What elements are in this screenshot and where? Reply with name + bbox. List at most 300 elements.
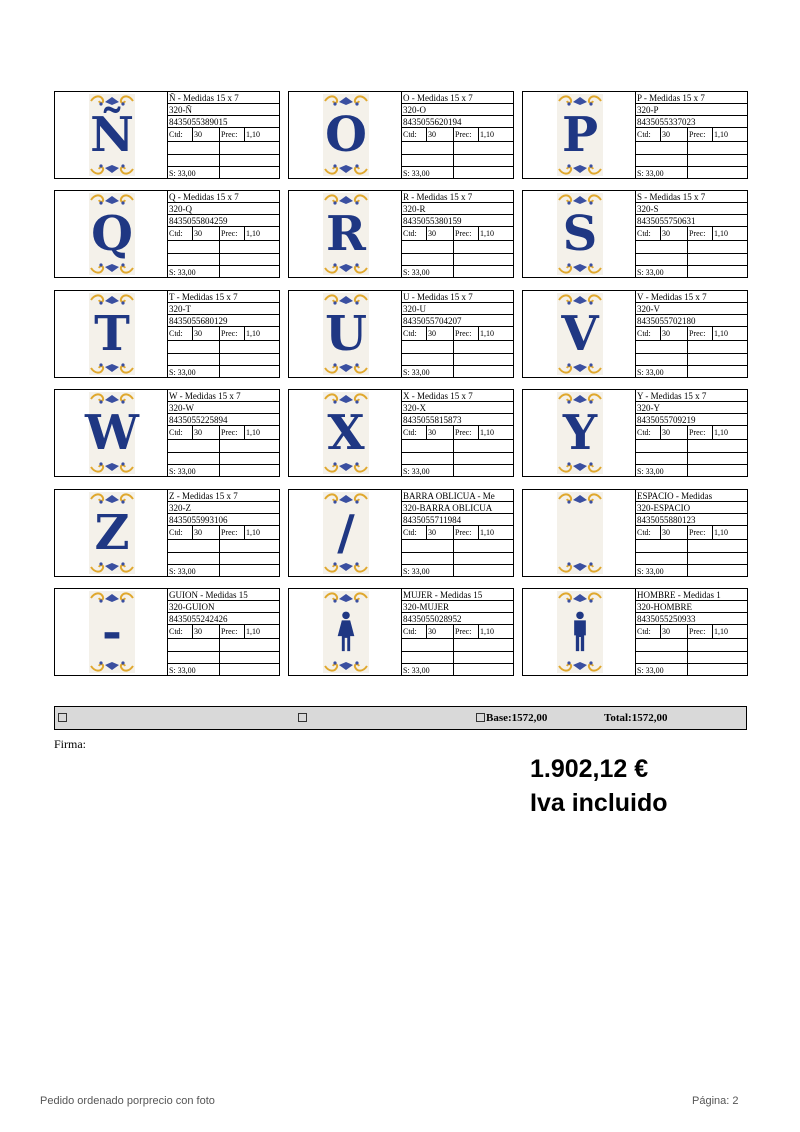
blank-cell bbox=[636, 341, 688, 353]
blank-cell bbox=[220, 266, 279, 277]
ceramic-tile bbox=[323, 392, 369, 474]
qty-label: Ctd: bbox=[402, 625, 427, 638]
qty-price-row bbox=[402, 128, 513, 142]
price-label: Prec: bbox=[688, 526, 713, 539]
blank-row bbox=[636, 254, 747, 266]
price-value: 1,10 bbox=[480, 428, 494, 437]
blank-cell bbox=[220, 366, 279, 377]
product-card bbox=[288, 190, 514, 278]
blank-cell bbox=[220, 341, 279, 353]
product-photo bbox=[289, 191, 402, 277]
ornament-icon bbox=[557, 363, 603, 375]
product-ean: 8435055704207 bbox=[402, 315, 513, 327]
blank-cell bbox=[454, 366, 513, 377]
blank-cell bbox=[220, 664, 279, 675]
product-ean: 8435055028952 bbox=[402, 613, 513, 625]
product-card bbox=[288, 290, 514, 378]
grand-total-net: Total:1572,00 bbox=[604, 712, 668, 724]
ceramic-tile bbox=[89, 492, 135, 574]
blank-cell bbox=[636, 453, 688, 464]
product-info bbox=[636, 390, 747, 476]
product-info bbox=[168, 589, 279, 675]
blank-cell bbox=[168, 241, 220, 253]
product-info bbox=[402, 291, 513, 377]
product-code: 320-Z bbox=[168, 502, 279, 514]
product-info bbox=[402, 191, 513, 277]
product-card bbox=[54, 588, 280, 676]
price-label: Prec: bbox=[220, 526, 245, 539]
product-ean: 8435055389015 bbox=[168, 116, 279, 128]
ceramic-tile bbox=[323, 492, 369, 574]
blank-cell bbox=[636, 155, 688, 166]
ceramic-tile bbox=[323, 293, 369, 375]
blank-cell bbox=[402, 540, 454, 552]
blank-row bbox=[168, 254, 279, 266]
price-value: 1,10 bbox=[480, 130, 494, 139]
subtotal-value: S: 33,00 bbox=[402, 366, 454, 377]
blank-row bbox=[168, 440, 279, 453]
ornament-icon bbox=[323, 462, 369, 474]
blank-cell bbox=[454, 254, 513, 265]
blank-cell bbox=[454, 465, 513, 476]
totals-bar bbox=[54, 706, 747, 730]
blank-row bbox=[168, 540, 279, 553]
product-description: ESPACIO - Medidas bbox=[636, 490, 747, 502]
blank-cell bbox=[688, 354, 747, 365]
blank-cell bbox=[688, 553, 747, 564]
blank-row bbox=[402, 652, 513, 664]
blank-cell bbox=[220, 465, 279, 476]
product-description: X - Medidas 15 x 7 bbox=[402, 390, 513, 402]
subtotal-value: S: 33,00 bbox=[402, 465, 454, 476]
qty-price-row bbox=[402, 327, 513, 341]
blank-cell bbox=[636, 652, 688, 663]
price-label: Prec: bbox=[220, 327, 245, 340]
blank-cell bbox=[454, 341, 513, 353]
blank-cell bbox=[402, 440, 454, 452]
blank-cell bbox=[402, 652, 454, 663]
blank-cell bbox=[220, 354, 279, 365]
product-photo bbox=[289, 490, 402, 576]
checkbox-icon bbox=[476, 713, 485, 722]
price-label: Prec: bbox=[688, 625, 713, 638]
blank-cell bbox=[636, 142, 688, 154]
product-ean: 8435055250933 bbox=[636, 613, 747, 625]
blank-cell bbox=[688, 241, 747, 253]
price-label: Prec: bbox=[220, 227, 245, 240]
product-description: BARRA OBLICUA - Me bbox=[402, 490, 513, 502]
subtotal-row bbox=[168, 366, 279, 377]
product-info bbox=[402, 490, 513, 576]
subtotal-row bbox=[636, 266, 747, 277]
blank-cell bbox=[454, 652, 513, 663]
blank-cell bbox=[220, 639, 279, 651]
blank-cell bbox=[688, 639, 747, 651]
blank-row bbox=[168, 341, 279, 354]
qty-value: 30 bbox=[193, 526, 220, 539]
ceramic-tile bbox=[89, 193, 135, 275]
blank-cell bbox=[688, 266, 747, 277]
blank-row bbox=[402, 453, 513, 465]
ceramic-tile bbox=[557, 94, 603, 176]
qty-value: 30 bbox=[661, 128, 688, 141]
product-photo bbox=[289, 291, 402, 377]
ceramic-tile bbox=[89, 94, 135, 176]
product-code: 320-X bbox=[402, 402, 513, 414]
qty-label: Ctd: bbox=[168, 227, 193, 240]
product-description: Y - Medidas 15 x 7 bbox=[636, 390, 747, 402]
product-photo bbox=[55, 490, 168, 576]
qty-value: 30 bbox=[427, 526, 454, 539]
blank-row bbox=[636, 440, 747, 453]
blank-cell bbox=[454, 664, 513, 675]
qty-value: 30 bbox=[661, 426, 688, 439]
qty-label: Ctd: bbox=[402, 227, 427, 240]
qty-value: 30 bbox=[661, 227, 688, 240]
product-ean: 8435055815873 bbox=[402, 414, 513, 426]
product-ean: 8435055880123 bbox=[636, 514, 747, 526]
blank-cell bbox=[454, 540, 513, 552]
ornament-icon bbox=[323, 661, 369, 673]
checkbox-icon bbox=[298, 713, 307, 722]
qty-price-row bbox=[636, 526, 747, 540]
qty-price-row bbox=[636, 227, 747, 241]
blank-cell bbox=[688, 142, 747, 154]
blank-cell bbox=[402, 553, 454, 564]
product-card bbox=[54, 489, 280, 577]
qty-value: 30 bbox=[193, 128, 220, 141]
blank-cell bbox=[454, 142, 513, 154]
product-code: 320-U bbox=[402, 303, 513, 315]
qty-price-row bbox=[402, 625, 513, 639]
product-ean: 8435055337023 bbox=[636, 116, 747, 128]
subtotal-row bbox=[402, 366, 513, 377]
qty-value: 30 bbox=[193, 227, 220, 240]
ornament-icon bbox=[557, 164, 603, 176]
price-value: 1,10 bbox=[714, 428, 728, 437]
tile-letter: - bbox=[102, 604, 122, 660]
price-value: 1,10 bbox=[246, 229, 260, 238]
page-number: Página: 2 bbox=[692, 1095, 739, 1107]
blank-cell bbox=[454, 266, 513, 277]
qty-label: Ctd: bbox=[636, 526, 661, 539]
product-info bbox=[402, 92, 513, 178]
qty-value: 30 bbox=[193, 426, 220, 439]
blank-cell bbox=[636, 440, 688, 452]
product-photo bbox=[55, 390, 168, 476]
price-value: 1,10 bbox=[480, 329, 494, 338]
blank-row bbox=[402, 354, 513, 366]
qty-label: Ctd: bbox=[636, 227, 661, 240]
blank-row bbox=[402, 341, 513, 354]
ornament-icon bbox=[323, 164, 369, 176]
qty-label: Ctd: bbox=[636, 625, 661, 638]
product-ean: 8435055380159 bbox=[402, 215, 513, 227]
ornament-icon bbox=[89, 661, 135, 673]
product-description: R - Medidas 15 x 7 bbox=[402, 191, 513, 203]
qty-label: Ctd: bbox=[168, 426, 193, 439]
qty-label: Ctd: bbox=[168, 128, 193, 141]
product-description: V - Medidas 15 x 7 bbox=[636, 291, 747, 303]
footer-title: Pedido ordenado porprecio con foto bbox=[40, 1095, 215, 1107]
subtotal-row bbox=[636, 465, 747, 476]
ornament-icon bbox=[557, 562, 603, 574]
price-label: Prec: bbox=[454, 526, 479, 539]
qty-value: 30 bbox=[661, 526, 688, 539]
tile-letter: Z bbox=[94, 505, 130, 561]
product-card bbox=[522, 290, 748, 378]
product-photo bbox=[55, 291, 168, 377]
product-code: 320-P bbox=[636, 104, 747, 116]
product-code: 320-Y bbox=[636, 402, 747, 414]
ornament-icon bbox=[89, 363, 135, 375]
product-card bbox=[288, 489, 514, 577]
product-card bbox=[288, 91, 514, 179]
blank-row bbox=[168, 453, 279, 465]
product-ean: 8435055804259 bbox=[168, 215, 279, 227]
ornament-icon bbox=[89, 164, 135, 176]
blank-cell bbox=[454, 167, 513, 178]
price-label: Prec: bbox=[688, 227, 713, 240]
price-label: Prec: bbox=[688, 426, 713, 439]
qty-value: 30 bbox=[193, 625, 220, 638]
blank-row bbox=[402, 254, 513, 266]
blank-cell bbox=[688, 440, 747, 452]
qty-label: Ctd: bbox=[168, 526, 193, 539]
product-card bbox=[522, 91, 748, 179]
blank-row bbox=[402, 639, 513, 652]
subtotal-row bbox=[168, 465, 279, 476]
blank-row bbox=[168, 142, 279, 155]
product-photo bbox=[55, 191, 168, 277]
ornament-icon bbox=[323, 263, 369, 275]
blank-cell bbox=[454, 241, 513, 253]
qty-price-row bbox=[168, 526, 279, 540]
price-value: 1,10 bbox=[714, 130, 728, 139]
blank-cell bbox=[688, 652, 747, 663]
blank-row bbox=[636, 142, 747, 155]
product-info bbox=[168, 291, 279, 377]
price-label: Prec: bbox=[454, 227, 479, 240]
product-card bbox=[522, 389, 748, 477]
product-photo bbox=[523, 92, 636, 178]
blank-cell bbox=[636, 354, 688, 365]
price-value: 1,10 bbox=[480, 229, 494, 238]
qty-price-row bbox=[168, 327, 279, 341]
blank-cell bbox=[636, 639, 688, 651]
tile-letter: S bbox=[562, 206, 598, 262]
subtotal-row bbox=[402, 565, 513, 576]
blank-cell bbox=[168, 652, 220, 663]
qty-price-row bbox=[636, 128, 747, 142]
product-card bbox=[522, 588, 748, 676]
subtotal-value: S: 33,00 bbox=[636, 167, 688, 178]
ceramic-tile bbox=[89, 293, 135, 375]
ceramic-tile bbox=[323, 591, 369, 673]
qty-price-row bbox=[168, 227, 279, 241]
ceramic-tile bbox=[323, 94, 369, 176]
blank-cell bbox=[220, 254, 279, 265]
blank-cell bbox=[454, 155, 513, 166]
ceramic-tile bbox=[557, 193, 603, 275]
blank-cell bbox=[168, 639, 220, 651]
ornament-icon bbox=[557, 263, 603, 275]
product-ean: 8435055993106 bbox=[168, 514, 279, 526]
blank-cell bbox=[220, 142, 279, 154]
subtotal-row bbox=[168, 167, 279, 178]
qty-price-row bbox=[636, 625, 747, 639]
qty-price-row bbox=[168, 625, 279, 639]
subtotal-value: S: 33,00 bbox=[168, 366, 220, 377]
product-description: W - Medidas 15 x 7 bbox=[168, 390, 279, 402]
product-photo bbox=[55, 589, 168, 675]
product-info bbox=[168, 390, 279, 476]
tile-letter: X bbox=[327, 405, 365, 461]
product-ean: 8435055620194 bbox=[402, 116, 513, 128]
subtotal-value: S: 33,00 bbox=[168, 167, 220, 178]
blank-cell bbox=[220, 540, 279, 552]
product-description: Z - Medidas 15 x 7 bbox=[168, 490, 279, 502]
subtotal-value: S: 33,00 bbox=[168, 465, 220, 476]
checkbox-icon bbox=[58, 713, 67, 722]
tile-letter: U bbox=[325, 306, 367, 362]
product-info bbox=[636, 589, 747, 675]
product-description: Ñ - Medidas 15 x 7 bbox=[168, 92, 279, 104]
blank-row bbox=[168, 241, 279, 254]
blank-cell bbox=[688, 366, 747, 377]
blank-cell bbox=[636, 254, 688, 265]
ornament-icon bbox=[557, 462, 603, 474]
qty-value: 30 bbox=[427, 227, 454, 240]
tile-letter: Q bbox=[91, 206, 133, 262]
subtotal-value: S: 33,00 bbox=[636, 366, 688, 377]
ornament-icon bbox=[89, 562, 135, 574]
product-code: 320-Ñ bbox=[168, 104, 279, 116]
price-value: 1,10 bbox=[480, 528, 494, 537]
blank-cell bbox=[168, 453, 220, 464]
blank-cell bbox=[402, 639, 454, 651]
subtotal-value: S: 33,00 bbox=[636, 266, 688, 277]
blank-row bbox=[636, 241, 747, 254]
blank-cell bbox=[688, 453, 747, 464]
subtotal-row bbox=[168, 266, 279, 277]
blank-row bbox=[636, 553, 747, 565]
qty-label: Ctd: bbox=[636, 327, 661, 340]
tile-letter: R bbox=[326, 206, 366, 262]
blank-cell bbox=[402, 155, 454, 166]
blank-cell bbox=[168, 341, 220, 353]
subtotal-value: S: 33,00 bbox=[402, 167, 454, 178]
blank-row bbox=[636, 540, 747, 553]
qty-price-row bbox=[402, 526, 513, 540]
product-description: S - Medidas 15 x 7 bbox=[636, 191, 747, 203]
ceramic-tile bbox=[323, 193, 369, 275]
price-value: 1,10 bbox=[714, 528, 728, 537]
product-info bbox=[402, 390, 513, 476]
blank-cell bbox=[688, 167, 747, 178]
qty-price-row bbox=[402, 227, 513, 241]
product-description: GUION - Medidas 15 bbox=[168, 589, 279, 601]
product-code: 320-MUJER bbox=[402, 601, 513, 613]
vat-note: Iva incluido bbox=[530, 789, 668, 817]
tile-letter: P bbox=[561, 107, 599, 163]
price-value: 1,10 bbox=[714, 627, 728, 636]
tile-letter bbox=[557, 502, 603, 564]
blank-cell bbox=[454, 440, 513, 452]
product-card bbox=[54, 91, 280, 179]
blank-cell bbox=[402, 354, 454, 365]
blank-cell bbox=[220, 453, 279, 464]
product-code: 320-Q bbox=[168, 203, 279, 215]
product-code: 320-HOMBRE bbox=[636, 601, 747, 613]
price-label: Prec: bbox=[688, 128, 713, 141]
product-ean: 8435055225894 bbox=[168, 414, 279, 426]
subtotal-value: S: 33,00 bbox=[402, 565, 454, 576]
product-ean: 8435055711984 bbox=[402, 514, 513, 526]
subtotal-row bbox=[402, 266, 513, 277]
blank-cell bbox=[220, 241, 279, 253]
qty-price-row bbox=[402, 426, 513, 440]
price-label: Prec: bbox=[220, 128, 245, 141]
qty-value: 30 bbox=[193, 327, 220, 340]
ceramic-tile bbox=[557, 591, 603, 673]
product-ean: 8435055680129 bbox=[168, 315, 279, 327]
ceramic-tile bbox=[85, 392, 139, 474]
price-value: 1,10 bbox=[246, 528, 260, 537]
blank-cell bbox=[168, 254, 220, 265]
product-code: 320-V bbox=[636, 303, 747, 315]
price-label: Prec: bbox=[454, 128, 479, 141]
blank-row bbox=[168, 639, 279, 652]
blank-cell bbox=[402, 142, 454, 154]
tile-letter: Ñ bbox=[90, 107, 134, 163]
blank-row bbox=[636, 639, 747, 652]
blank-cell bbox=[688, 565, 747, 576]
blank-cell bbox=[168, 155, 220, 166]
product-ean: 8435055709219 bbox=[636, 414, 747, 426]
blank-cell bbox=[168, 142, 220, 154]
price-label: Prec: bbox=[454, 426, 479, 439]
price-value: 1,10 bbox=[246, 130, 260, 139]
qty-label: Ctd: bbox=[636, 128, 661, 141]
subtotal-value: S: 33,00 bbox=[636, 465, 688, 476]
product-card bbox=[54, 290, 280, 378]
product-info bbox=[168, 191, 279, 277]
ceramic-tile bbox=[557, 293, 603, 375]
blank-row bbox=[168, 354, 279, 366]
product-description: P - Medidas 15 x 7 bbox=[636, 92, 747, 104]
qty-price-row bbox=[636, 327, 747, 341]
product-card bbox=[54, 389, 280, 477]
ornament-icon bbox=[557, 661, 603, 673]
subtotal-row bbox=[168, 664, 279, 675]
product-photo bbox=[289, 92, 402, 178]
qty-price-row bbox=[168, 426, 279, 440]
product-ean: 8435055242426 bbox=[168, 613, 279, 625]
ceramic-tile bbox=[557, 492, 603, 574]
blank-cell bbox=[454, 453, 513, 464]
subtotal-row bbox=[636, 366, 747, 377]
blank-cell bbox=[454, 354, 513, 365]
qty-value: 30 bbox=[427, 625, 454, 638]
blank-cell bbox=[688, 155, 747, 166]
blank-cell bbox=[220, 652, 279, 663]
subtotal-value: S: 33,00 bbox=[636, 664, 688, 675]
product-info bbox=[402, 589, 513, 675]
qty-price-row bbox=[168, 128, 279, 142]
tile-letter: V bbox=[561, 306, 599, 362]
blank-cell bbox=[402, 241, 454, 253]
